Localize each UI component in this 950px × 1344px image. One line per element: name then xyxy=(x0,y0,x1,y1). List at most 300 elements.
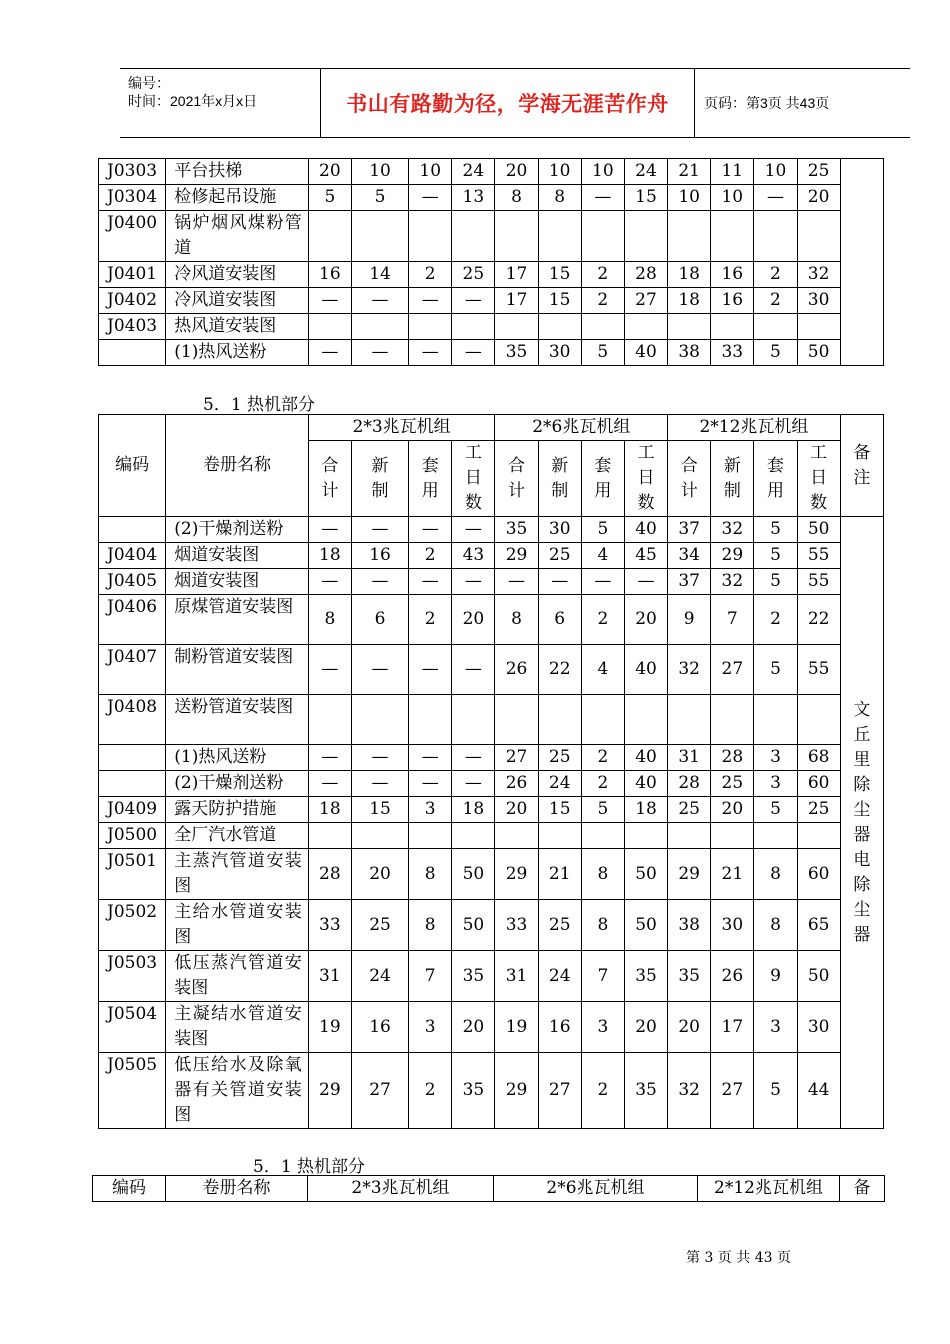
row-value: 2 xyxy=(754,288,797,314)
row-value xyxy=(668,211,711,262)
row-value xyxy=(754,695,797,745)
row-value: 25 xyxy=(538,543,581,569)
row-value: 21 xyxy=(538,849,581,900)
top-data-table xyxy=(98,158,884,366)
row-value: 28 xyxy=(668,771,711,797)
header-motto: 书山有路勤为径，学海无涯苦作舟 xyxy=(346,92,669,116)
row-value: 35 xyxy=(624,951,667,1002)
row-value: 50 xyxy=(797,340,840,366)
row-value xyxy=(452,211,495,262)
row-value: 18 xyxy=(452,797,495,823)
main-data-table xyxy=(98,414,884,1129)
row-value: 25 xyxy=(711,771,754,797)
table-row xyxy=(99,262,884,288)
table-row xyxy=(99,797,884,823)
subheader-cell: 工日数 xyxy=(797,441,840,517)
subheader-cell: 合计 xyxy=(495,441,538,517)
row-value: 17 xyxy=(495,262,538,288)
row-value: 43 xyxy=(452,543,495,569)
row-value xyxy=(797,211,840,262)
row-value: — xyxy=(495,569,538,595)
row-value xyxy=(351,211,408,262)
row-value: 24 xyxy=(351,951,408,1002)
row-value xyxy=(452,314,495,340)
table-row xyxy=(99,211,884,262)
subheader-cell: 工日数 xyxy=(452,441,495,517)
row-value: 5 xyxy=(754,340,797,366)
row-value: 29 xyxy=(495,1053,538,1129)
row-value: 2 xyxy=(581,745,624,771)
row-value: — xyxy=(452,645,495,695)
row-value xyxy=(351,823,408,849)
row-value: 26 xyxy=(495,771,538,797)
row-value: — xyxy=(308,517,351,543)
row-value: 60 xyxy=(797,771,840,797)
bottom-header-name: 卷册名称 xyxy=(166,1176,308,1202)
row-code: J0303 xyxy=(99,159,166,185)
row-code: J0402 xyxy=(99,288,166,314)
row-value: 2 xyxy=(581,288,624,314)
row-value: — xyxy=(409,340,452,366)
row-value xyxy=(668,823,711,849)
row-value: 32 xyxy=(797,262,840,288)
row-value xyxy=(754,211,797,262)
row-value: 6 xyxy=(351,595,408,645)
row-code: J0401 xyxy=(99,262,166,288)
row-code: J0502 xyxy=(99,900,166,951)
subheader-cell: 套用 xyxy=(581,441,624,517)
row-value: 26 xyxy=(711,951,754,1002)
table-row xyxy=(99,185,884,211)
row-value: 21 xyxy=(711,849,754,900)
row-value: 16 xyxy=(711,262,754,288)
table-row xyxy=(99,745,884,771)
row-value: 3 xyxy=(409,797,452,823)
row-value: 16 xyxy=(711,288,754,314)
row-value: 24 xyxy=(538,771,581,797)
row-value xyxy=(797,314,840,340)
row-value: 3 xyxy=(581,1002,624,1053)
row-value: 4 xyxy=(581,543,624,569)
row-value: 15 xyxy=(624,185,667,211)
row-value: 5 xyxy=(581,517,624,543)
subheader-cell: 新制 xyxy=(351,441,408,517)
row-code xyxy=(99,517,166,543)
page-footer: 第 3 页 共 43 页 xyxy=(686,1250,791,1266)
row-value: 20 xyxy=(495,797,538,823)
row-value: 27 xyxy=(711,645,754,695)
row-value: — xyxy=(624,569,667,595)
row-value: 40 xyxy=(624,340,667,366)
row-value: 65 xyxy=(797,900,840,951)
row-value xyxy=(754,314,797,340)
doc-code-label: 编号： xyxy=(128,75,170,91)
remark-cell xyxy=(840,517,883,1129)
table-row xyxy=(99,543,884,569)
row-value: 50 xyxy=(797,951,840,1002)
row-code: J0407 xyxy=(99,645,166,695)
row-value: 40 xyxy=(624,517,667,543)
row-value: 16 xyxy=(308,262,351,288)
row-value xyxy=(409,695,452,745)
row-value: 25 xyxy=(538,900,581,951)
row-value: — xyxy=(351,569,408,595)
row-value xyxy=(495,211,538,262)
row-value xyxy=(452,823,495,849)
row-value: 3 xyxy=(409,1002,452,1053)
row-value: 15 xyxy=(538,262,581,288)
row-name: 热风道安装图 xyxy=(166,314,309,340)
row-value xyxy=(624,314,667,340)
row-value xyxy=(538,695,581,745)
header-meta xyxy=(120,69,321,137)
row-value: 40 xyxy=(624,771,667,797)
table-row xyxy=(99,849,884,900)
row-value xyxy=(409,823,452,849)
header-remark: 备注 xyxy=(840,415,883,517)
row-value: 31 xyxy=(668,745,711,771)
row-value: 60 xyxy=(797,849,840,900)
row-code: J0406 xyxy=(99,595,166,645)
row-value xyxy=(308,314,351,340)
row-value: 8 xyxy=(581,900,624,951)
row-value: 8 xyxy=(308,595,351,645)
subheader-cell: 合计 xyxy=(668,441,711,517)
row-value: 22 xyxy=(538,645,581,695)
row-value: 5 xyxy=(754,543,797,569)
row-value: — xyxy=(452,771,495,797)
row-value xyxy=(581,211,624,262)
row-value xyxy=(797,695,840,745)
table-row xyxy=(99,645,884,695)
subheader-cell: 新制 xyxy=(538,441,581,517)
row-code xyxy=(99,745,166,771)
row-value xyxy=(308,695,351,745)
subheader-cell: 套用 xyxy=(754,441,797,517)
row-name: (2)干燥剂送粉 xyxy=(166,771,309,797)
row-value: 10 xyxy=(538,159,581,185)
row-value: 2 xyxy=(409,1053,452,1129)
row-value xyxy=(308,823,351,849)
row-value: — xyxy=(409,288,452,314)
row-value: 50 xyxy=(797,517,840,543)
row-value: 30 xyxy=(538,517,581,543)
row-value: 33 xyxy=(308,900,351,951)
row-name: 主给水管道安装图 xyxy=(166,900,309,951)
subheader-cell: 新制 xyxy=(711,441,754,517)
row-value: 5 xyxy=(308,185,351,211)
row-value: 25 xyxy=(797,159,840,185)
row-value: 5 xyxy=(754,517,797,543)
row-value: 34 xyxy=(668,543,711,569)
row-value: 27 xyxy=(711,1053,754,1129)
row-value: 50 xyxy=(452,900,495,951)
row-value: 13 xyxy=(452,185,495,211)
row-value: 8 xyxy=(409,849,452,900)
row-value: — xyxy=(581,185,624,211)
table-row xyxy=(99,288,884,314)
row-value: 29 xyxy=(308,1053,351,1129)
bottom-header-table xyxy=(92,1175,885,1202)
row-name: 检修起吊设施 xyxy=(166,185,309,211)
row-value: 45 xyxy=(624,543,667,569)
row-code: J0408 xyxy=(99,695,166,745)
row-value: 16 xyxy=(351,543,408,569)
bottom-header-group-2x12: 2*12兆瓦机组 xyxy=(698,1176,840,1202)
row-value: — xyxy=(308,340,351,366)
row-value: 20 xyxy=(624,595,667,645)
row-value: 20 xyxy=(711,797,754,823)
row-value: — xyxy=(538,569,581,595)
row-value: 10 xyxy=(409,159,452,185)
row-value: 15 xyxy=(538,797,581,823)
table-row xyxy=(99,695,884,745)
row-code: J0409 xyxy=(99,797,166,823)
row-value: — xyxy=(452,340,495,366)
row-value: 10 xyxy=(754,159,797,185)
bottom-header-remark: 备 xyxy=(840,1176,885,1202)
row-value: 25 xyxy=(797,797,840,823)
row-value: 27 xyxy=(495,745,538,771)
row-value: 20 xyxy=(351,849,408,900)
row-value: — xyxy=(351,517,408,543)
row-value: 8 xyxy=(538,185,581,211)
row-value: — xyxy=(409,569,452,595)
row-value: 3 xyxy=(754,771,797,797)
page-header xyxy=(120,68,910,138)
row-value: — xyxy=(581,569,624,595)
row-value: 17 xyxy=(495,288,538,314)
row-code: J0405 xyxy=(99,569,166,595)
remark-cell xyxy=(840,159,883,366)
row-value: 40 xyxy=(624,645,667,695)
row-code xyxy=(99,340,166,366)
row-value xyxy=(495,823,538,849)
row-value: 2 xyxy=(581,1053,624,1129)
row-value: — xyxy=(308,288,351,314)
row-value: 32 xyxy=(668,1053,711,1129)
row-value: 32 xyxy=(668,645,711,695)
row-value: 9 xyxy=(668,595,711,645)
row-name: 烟道安装图 xyxy=(166,569,309,595)
row-value: 6 xyxy=(538,595,581,645)
row-value: 22 xyxy=(797,595,840,645)
row-value: 31 xyxy=(495,951,538,1002)
row-value: 20 xyxy=(668,1002,711,1053)
header-name: 卷册名称 xyxy=(166,415,309,517)
row-value: 40 xyxy=(624,745,667,771)
table-row xyxy=(99,900,884,951)
row-value: 9 xyxy=(754,951,797,1002)
row-value: 3 xyxy=(754,745,797,771)
row-value: 32 xyxy=(711,569,754,595)
row-value: 35 xyxy=(495,517,538,543)
row-value: 29 xyxy=(495,849,538,900)
row-value: 8 xyxy=(754,849,797,900)
row-value xyxy=(409,314,452,340)
row-value: 28 xyxy=(624,262,667,288)
row-name: 原煤管道安装图 xyxy=(166,595,309,645)
row-value: 25 xyxy=(668,797,711,823)
row-value: 50 xyxy=(624,900,667,951)
remark-text: 文丘里除尘器电除尘器 xyxy=(853,699,871,945)
row-value: 20 xyxy=(624,1002,667,1053)
row-code: J0504 xyxy=(99,1002,166,1053)
row-value: 35 xyxy=(452,1053,495,1129)
row-value: 5 xyxy=(351,185,408,211)
row-value: 27 xyxy=(624,288,667,314)
row-value: 10 xyxy=(581,159,624,185)
header-group-2x12: 2*12兆瓦机组 xyxy=(668,415,841,441)
row-code: J0501 xyxy=(99,849,166,900)
row-value: 2 xyxy=(409,262,452,288)
row-value: 19 xyxy=(495,1002,538,1053)
row-code: J0500 xyxy=(99,823,166,849)
row-name: 送粉管道安装图 xyxy=(166,695,309,745)
row-value xyxy=(495,314,538,340)
header-group-2x6: 2*6兆瓦机组 xyxy=(495,415,668,441)
row-value: 8 xyxy=(495,185,538,211)
row-value: 2 xyxy=(754,262,797,288)
row-value: 33 xyxy=(711,340,754,366)
row-value xyxy=(581,695,624,745)
row-value xyxy=(711,314,754,340)
table-row xyxy=(99,159,884,185)
row-value xyxy=(495,695,538,745)
row-name: 烟道安装图 xyxy=(166,543,309,569)
row-value xyxy=(452,695,495,745)
row-value xyxy=(754,823,797,849)
row-name: 主凝结水管道安装图 xyxy=(166,1002,309,1053)
row-value: 35 xyxy=(452,951,495,1002)
row-value: 25 xyxy=(538,745,581,771)
row-name: (1)热风送粉 xyxy=(166,745,309,771)
row-value: 18 xyxy=(308,797,351,823)
row-value: 25 xyxy=(351,900,408,951)
row-value: 2 xyxy=(581,771,624,797)
row-value: 20 xyxy=(797,185,840,211)
row-value: 30 xyxy=(711,900,754,951)
row-value: 18 xyxy=(308,543,351,569)
row-value: 50 xyxy=(452,849,495,900)
row-value xyxy=(538,823,581,849)
table-row xyxy=(99,517,884,543)
row-value: 38 xyxy=(668,340,711,366)
row-value: 10 xyxy=(351,159,408,185)
row-value: 11 xyxy=(711,159,754,185)
row-value: 18 xyxy=(668,288,711,314)
row-value: 14 xyxy=(351,262,408,288)
row-value: 5 xyxy=(754,797,797,823)
row-value: 44 xyxy=(797,1053,840,1129)
header-page-cell xyxy=(695,69,910,137)
row-value: 5 xyxy=(754,569,797,595)
row-value: 50 xyxy=(624,849,667,900)
row-value: 3 xyxy=(754,1002,797,1053)
row-value xyxy=(797,823,840,849)
row-value: — xyxy=(754,185,797,211)
row-value: 29 xyxy=(495,543,538,569)
row-value: 16 xyxy=(351,1002,408,1053)
row-value xyxy=(538,314,581,340)
row-value xyxy=(409,211,452,262)
subheader-cell: 合计 xyxy=(308,441,351,517)
row-value: 26 xyxy=(495,645,538,695)
row-value: 21 xyxy=(668,159,711,185)
row-value: 29 xyxy=(711,543,754,569)
row-value: 10 xyxy=(668,185,711,211)
row-value: — xyxy=(452,288,495,314)
subheader-cell: 套用 xyxy=(409,441,452,517)
row-value: 20 xyxy=(495,159,538,185)
row-value xyxy=(624,823,667,849)
row-value: 35 xyxy=(668,951,711,1002)
row-value xyxy=(711,211,754,262)
row-value: 68 xyxy=(797,745,840,771)
row-value xyxy=(668,314,711,340)
row-value: 35 xyxy=(495,340,538,366)
row-value xyxy=(581,823,624,849)
row-value xyxy=(351,695,408,745)
row-value: — xyxy=(409,645,452,695)
row-value: — xyxy=(452,745,495,771)
row-code: J0403 xyxy=(99,314,166,340)
row-value: — xyxy=(308,745,351,771)
table-row xyxy=(99,569,884,595)
row-value: 33 xyxy=(495,900,538,951)
row-value: 4 xyxy=(581,645,624,695)
table-row xyxy=(99,771,884,797)
row-name: 低压蒸汽管道安装图 xyxy=(166,951,309,1002)
row-value: — xyxy=(452,517,495,543)
row-value: 16 xyxy=(538,1002,581,1053)
row-value: 29 xyxy=(668,849,711,900)
subheader-cell: 工日数 xyxy=(624,441,667,517)
row-name: 主蒸汽管道安装图 xyxy=(166,849,309,900)
row-value: 20 xyxy=(452,1002,495,1053)
doc-time-label: 时间：2021年x月x日 xyxy=(128,93,258,109)
row-value: 28 xyxy=(711,745,754,771)
row-value: 17 xyxy=(711,1002,754,1053)
row-value: 38 xyxy=(668,900,711,951)
section-title-2: 5．1 热机部分 xyxy=(253,1157,366,1177)
row-value: 35 xyxy=(624,1053,667,1129)
row-code: J0503 xyxy=(99,951,166,1002)
row-value: 25 xyxy=(452,262,495,288)
row-value: — xyxy=(351,745,408,771)
row-name: 露天防护措施 xyxy=(166,797,309,823)
header-motto-cell xyxy=(321,69,695,137)
row-value: 18 xyxy=(624,797,667,823)
row-value: — xyxy=(351,645,408,695)
row-value: — xyxy=(409,517,452,543)
row-value xyxy=(624,695,667,745)
row-value: 8 xyxy=(409,900,452,951)
row-value: — xyxy=(308,771,351,797)
table-row xyxy=(99,314,884,340)
row-value xyxy=(581,314,624,340)
row-value: — xyxy=(409,745,452,771)
row-value: — xyxy=(409,185,452,211)
bottom-header-code: 编码 xyxy=(93,1176,166,1202)
row-code xyxy=(99,771,166,797)
row-value: 7 xyxy=(581,951,624,1002)
row-code: J0304 xyxy=(99,185,166,211)
row-value: 7 xyxy=(711,595,754,645)
row-value: 20 xyxy=(452,595,495,645)
row-value: 30 xyxy=(797,1002,840,1053)
row-code: J0404 xyxy=(99,543,166,569)
